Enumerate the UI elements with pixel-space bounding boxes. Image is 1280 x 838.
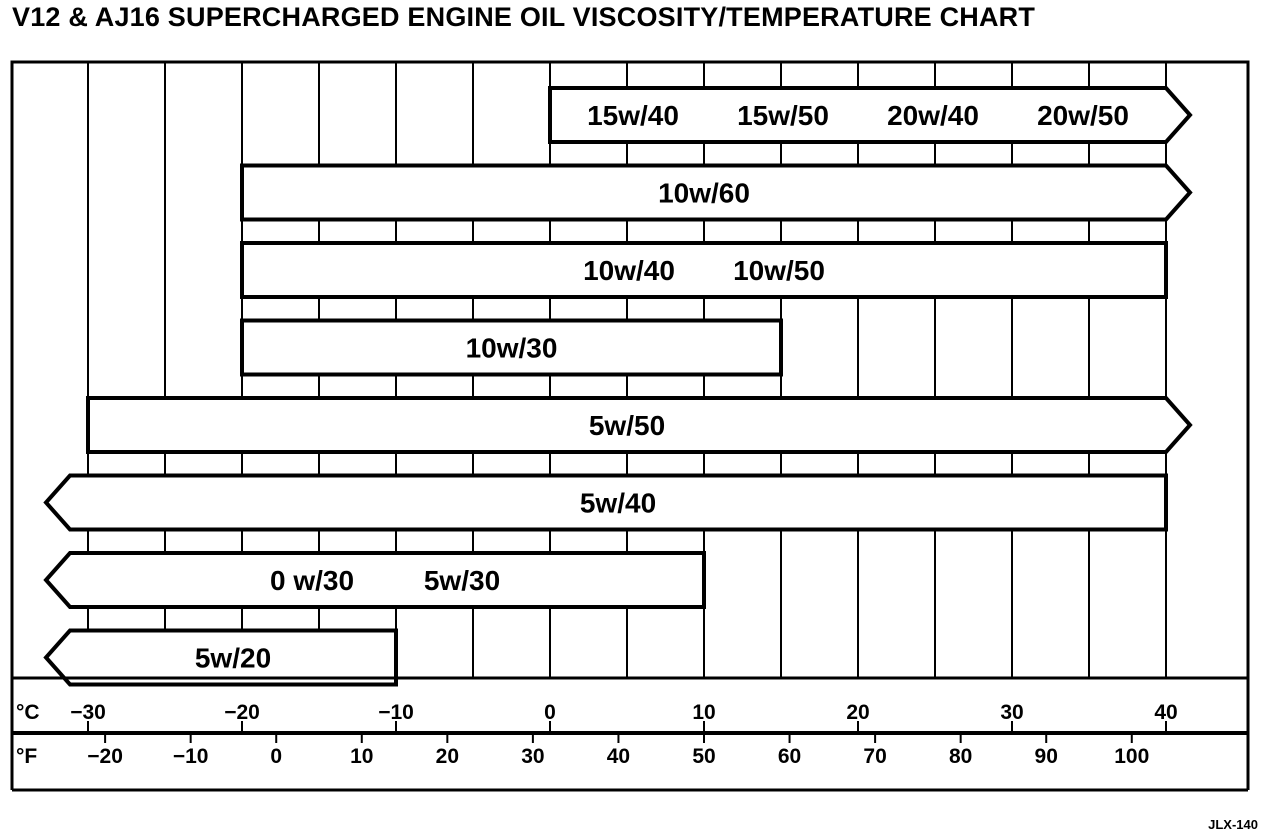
fahrenheit-unit-label: °F — [16, 745, 38, 768]
celsius-tick-label: −10 — [378, 701, 414, 724]
celsius-tick-label: −20 — [224, 701, 260, 724]
celsius-unit-label: °C — [16, 701, 40, 724]
celsius-tick-label: −30 — [70, 701, 106, 724]
chart-title: V12 & AJ16 SUPERCHARGED ENGINE OIL VISCOSITY/TEMPERATURE CHART — [12, 2, 1036, 32]
figure-id: JLX-140 — [1208, 817, 1258, 832]
band-label: 5w/20 — [194, 642, 272, 674]
band-label: 20w/40 — [887, 100, 979, 131]
band-label: 5w/50 — [588, 410, 666, 441]
fahrenheit-tick-label: 10 — [350, 745, 374, 768]
band-label: 10w/40 — [583, 255, 675, 286]
band-label: 15w/50 — [737, 100, 829, 131]
band-label: 10w/50 — [733, 255, 825, 286]
fahrenheit-tick-label: −20 — [87, 745, 123, 768]
band-label: 15w/40 — [587, 100, 679, 131]
band-label: 0 w/30 — [269, 565, 355, 596]
fahrenheit-tick-label: 50 — [692, 745, 716, 768]
fahrenheit-tick-label: 80 — [948, 745, 973, 768]
celsius-tick-label: 10 — [692, 701, 716, 724]
viscosity-bands — [46, 88, 1190, 685]
celsius-tick-label: 30 — [1000, 701, 1024, 724]
viscosity-band — [242, 243, 1166, 297]
fahrenheit-tick-label: 100 — [1114, 745, 1150, 768]
celsius-tick-label: 0 — [544, 701, 556, 724]
fahrenheit-tick-label: 30 — [521, 745, 545, 768]
fahrenheit-tick-label: 70 — [863, 745, 887, 768]
band-label: 20w/50 — [1037, 100, 1129, 131]
viscosity-band — [46, 553, 704, 607]
band-label: 5w/30 — [423, 565, 501, 596]
band-label: 10w/30 — [465, 332, 558, 364]
fahrenheit-tick-label: −10 — [172, 745, 209, 768]
celsius-tick-label: 40 — [1154, 701, 1178, 724]
fahrenheit-tick-label: 40 — [606, 745, 631, 768]
fahrenheit-tick-label: 60 — [777, 745, 802, 768]
band-label: 10w/60 — [658, 177, 750, 209]
celsius-tick-label: 20 — [846, 701, 870, 724]
fahrenheit-tick-label: 90 — [1034, 745, 1058, 768]
band-label: 5w/40 — [579, 487, 657, 519]
fahrenheit-tick-label: 20 — [435, 745, 460, 768]
fahrenheit-tick-label: 0 — [270, 745, 283, 768]
